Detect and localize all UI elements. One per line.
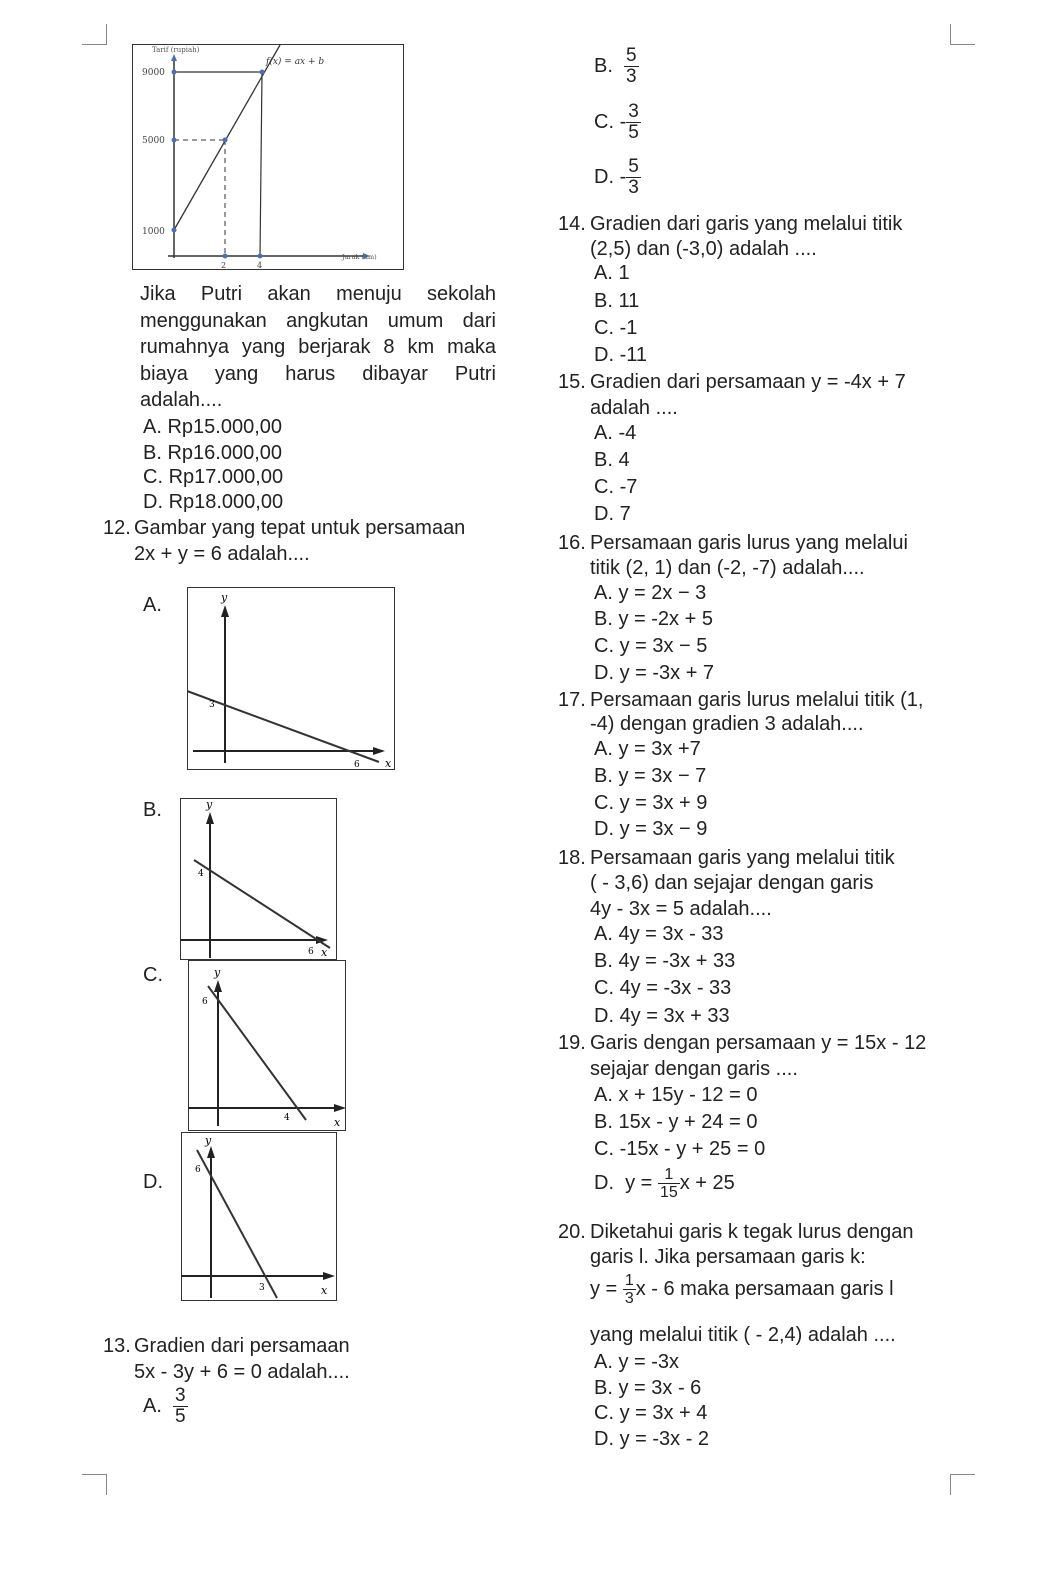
q12-option-b-letter: B. xyxy=(143,799,162,821)
q20-option-d[interactable] xyxy=(594,1426,709,1452)
denominator: 3 xyxy=(624,1290,634,1307)
option-letter: B. xyxy=(594,1111,613,1133)
option-letter: A. xyxy=(594,422,613,444)
q12-graph-d[interactable] xyxy=(181,1132,337,1301)
q12-a-y-label: y xyxy=(221,591,228,604)
q15-line-1: Gradien dari persamaan y = -4x + 7 xyxy=(590,371,906,393)
q17-option-d[interactable] xyxy=(594,816,707,842)
q18-option-b[interactable] xyxy=(594,948,735,974)
q12-d-x-intercept: 3 xyxy=(259,1283,265,1293)
option-letter: B. xyxy=(594,608,613,630)
q14-option-b[interactable] xyxy=(594,288,639,314)
q20-option-a[interactable] xyxy=(594,1349,679,1375)
q14-line-1: Gradien dari garis yang melalui titik xyxy=(590,213,903,235)
option-text: -7 xyxy=(619,476,638,498)
q11-text-line-2: menggunakan angkutan umum dari xyxy=(140,310,496,332)
q11-option-b[interactable] xyxy=(143,440,282,466)
option-letter: B. xyxy=(594,765,613,787)
option-text: Rp17.000,00 xyxy=(168,466,284,488)
q12-a-x-intercept: 6 xyxy=(354,760,360,770)
option-letter: B. xyxy=(594,449,613,471)
q20-line-4: yang melalui titik ( - 2,4) adalah .... xyxy=(590,1324,896,1346)
q16-option-b[interactable] xyxy=(594,606,713,632)
q18-number: 18. xyxy=(558,847,586,869)
numerator: 5 xyxy=(628,156,639,177)
option-letter: B. xyxy=(594,1377,613,1399)
q11-option-d[interactable] xyxy=(143,489,283,515)
q11-text-line-5: adalah.... xyxy=(140,389,223,411)
denominator: 5 xyxy=(175,1406,186,1427)
q12-d-y-label: y xyxy=(205,1134,212,1147)
option-letter: C. xyxy=(594,977,614,999)
equation-suffix: x - 6 maka persamaan garis l xyxy=(635,1277,894,1300)
option-letter: D. xyxy=(594,1005,614,1027)
q15-option-b[interactable] xyxy=(594,447,630,473)
option-text: y = 3x − 7 xyxy=(618,765,707,787)
option-letter: D. xyxy=(594,662,614,684)
q17-option-a[interactable] xyxy=(594,736,701,762)
fraction xyxy=(624,46,639,87)
option-text: Rp16.000,00 xyxy=(167,442,283,464)
q11-text-line-4: biaya yang harus dibayar Putri xyxy=(140,363,496,385)
option-letter: C. xyxy=(594,317,614,339)
sign: - xyxy=(619,165,627,188)
numerator: 1 xyxy=(624,1272,634,1289)
equation-suffix: x + 25 xyxy=(679,1171,735,1194)
sign: - xyxy=(619,110,627,133)
option-letter: A. xyxy=(594,1351,613,1373)
option-text: y = 3x − 5 xyxy=(619,635,708,657)
option-letter: D. xyxy=(594,1428,614,1450)
q19-number: 19. xyxy=(558,1032,586,1054)
option-letter: A. xyxy=(594,582,613,604)
q17-number: 17. xyxy=(558,689,586,711)
option-letter: A. xyxy=(143,416,162,438)
q11-y-axis-label: Tarif (rupiah) xyxy=(152,46,200,54)
option-letter: B. xyxy=(594,290,613,312)
q18-option-c[interactable] xyxy=(594,975,731,1001)
fraction xyxy=(623,1272,636,1307)
denominator: 3 xyxy=(626,66,637,87)
option-text: Rp18.000,00 xyxy=(168,491,284,513)
option-letter: B. xyxy=(143,442,162,464)
fraction xyxy=(626,157,641,198)
option-letter: C. xyxy=(143,466,163,488)
q11-function-label: f(x) = ax + b xyxy=(266,57,325,67)
q16-line-1: Persamaan garis lurus yang melalui xyxy=(590,532,908,554)
denominator: 5 xyxy=(628,122,639,143)
equation-prefix: y = xyxy=(590,1277,618,1300)
q18-line-2: ( - 3,6) dan sejajar dengan garis xyxy=(590,872,874,894)
fraction xyxy=(658,1166,680,1201)
fraction xyxy=(626,102,641,143)
option-text: 4y = 3x + 33 xyxy=(619,1005,730,1027)
q18-line-1: Persamaan garis yang melalui titik xyxy=(590,847,895,869)
q15-option-c[interactable] xyxy=(594,474,637,500)
q12-b-x-label: x xyxy=(321,946,328,959)
q14-option-a[interactable] xyxy=(594,260,630,286)
q11-tick-1000: 1000 xyxy=(142,227,165,237)
option-letter: A. xyxy=(143,1394,162,1417)
q12-d-x-label: x xyxy=(321,1284,328,1297)
crop-mark-top-right xyxy=(950,24,975,45)
q14-option-d[interactable] xyxy=(594,342,647,368)
q11-option-a[interactable] xyxy=(143,414,282,440)
q17-option-c[interactable] xyxy=(594,790,707,816)
option-letter: A. xyxy=(594,923,613,945)
q13-option-c[interactable] xyxy=(594,102,641,143)
numerator: 3 xyxy=(175,1385,186,1406)
q18-option-d[interactable] xyxy=(594,1003,730,1029)
q12-graph-c[interactable] xyxy=(188,960,346,1131)
q17-line-1: Persamaan garis lurus melalui titik (1, xyxy=(590,689,924,711)
option-text: 4y = -3x + 33 xyxy=(618,950,736,972)
option-letter: D. xyxy=(594,344,614,366)
option-letter: D. xyxy=(594,1171,614,1194)
option-text: -1 xyxy=(619,317,638,339)
q16-option-d[interactable] xyxy=(594,660,714,686)
q12-c-x-label: x xyxy=(334,1116,341,1129)
q12-c-y-label: y xyxy=(214,966,221,979)
option-text: y = -2x + 5 xyxy=(618,608,713,630)
q12-c-y-intercept: 6 xyxy=(202,997,208,1007)
option-letter: C. xyxy=(594,476,614,498)
q20-number: 20. xyxy=(558,1221,586,1243)
option-text: y = -3x + 7 xyxy=(619,662,715,684)
option-text: y = 3x +7 xyxy=(618,738,701,760)
option-letter: D. xyxy=(594,503,614,525)
q15-line-2: adalah .... xyxy=(590,397,678,419)
q19-option-a[interactable] xyxy=(594,1082,757,1108)
q13-line-2: 5x - 3y + 6 = 0 adalah.... xyxy=(134,1361,350,1383)
crop-mark-bottom-left xyxy=(82,1474,107,1495)
q11-option-c[interactable] xyxy=(143,464,283,490)
q11-tick-5000: 5000 xyxy=(142,136,165,146)
option-letter: C. xyxy=(594,1402,614,1424)
q13-option-b[interactable] xyxy=(594,46,639,87)
q16-option-a[interactable] xyxy=(594,580,706,606)
q12-b-y-label: y xyxy=(206,798,213,811)
option-text: -11 xyxy=(619,344,647,366)
q12-d-y-intercept: 6 xyxy=(195,1165,201,1175)
option-letter: C. xyxy=(594,1138,614,1160)
q12-option-c-letter: C. xyxy=(143,964,163,986)
q14-number: 14. xyxy=(558,213,586,235)
option-text: y = -3x - 2 xyxy=(619,1428,710,1450)
q16-number: 16. xyxy=(558,532,586,554)
q19-option-c[interactable] xyxy=(594,1136,765,1162)
q13-option-a[interactable] xyxy=(143,1386,188,1427)
q12-option-a-letter: A. xyxy=(143,594,162,616)
fraction xyxy=(173,1386,188,1427)
equation-prefix: y = xyxy=(625,1171,653,1194)
q11-tariff-graph xyxy=(132,44,404,270)
q17-line-2: -4) dengan gradien 3 adalah.... xyxy=(590,713,864,735)
option-letter: C. xyxy=(594,110,614,133)
crop-mark-bottom-right xyxy=(950,1474,975,1495)
q14-option-c[interactable] xyxy=(594,315,637,341)
option-text: y = -3x xyxy=(618,1351,680,1373)
option-text: -15x - y + 25 = 0 xyxy=(619,1138,766,1160)
q19-option-b[interactable] xyxy=(594,1109,757,1135)
q18-line-3: 4y - 3x = 5 adalah.... xyxy=(590,898,772,920)
crop-mark-top-left xyxy=(82,24,107,45)
q11-tick-9000: 9000 xyxy=(142,68,165,78)
numerator: 1 xyxy=(664,1166,674,1183)
option-text: 11 xyxy=(618,290,640,312)
q12-b-x-intercept: 6 xyxy=(308,947,314,957)
q16-option-c[interactable] xyxy=(594,633,707,659)
option-text: 7 xyxy=(619,503,631,525)
option-text: y = 3x + 4 xyxy=(619,1402,708,1424)
q16-line-2: titik (2, 1) dan (-2, -7) adalah.... xyxy=(590,557,865,579)
option-letter: A. xyxy=(594,1084,613,1106)
option-letter: A. xyxy=(594,262,613,284)
q11-tick-2: 2 xyxy=(221,261,227,270)
q13-number: 13. xyxy=(103,1335,131,1357)
q12-a-x-label: x xyxy=(385,757,392,770)
option-text: x + 15y - 12 = 0 xyxy=(618,1084,758,1106)
option-letter: D. xyxy=(594,165,614,188)
q12-c-x-intercept: 4 xyxy=(284,1113,290,1123)
option-letter: D. xyxy=(143,491,163,513)
option-letter: A. xyxy=(594,738,613,760)
q12-b-y-intercept: 4 xyxy=(198,869,204,879)
q20-option-b[interactable] xyxy=(594,1375,701,1401)
q14-line-2: (2,5) dan (-3,0) adalah .... xyxy=(590,238,817,260)
q15-option-a[interactable] xyxy=(594,420,636,446)
option-text: 15x - y + 24 = 0 xyxy=(618,1111,758,1133)
q13-line-1: Gradien dari persamaan xyxy=(134,1335,350,1357)
option-letter: C. xyxy=(594,635,614,657)
q12-option-d-letter: D. xyxy=(143,1171,163,1193)
denominator: 3 xyxy=(628,177,639,198)
q11-x-axis-label: Jarak (km) xyxy=(342,253,377,261)
q20-option-c[interactable] xyxy=(594,1400,707,1426)
q12-graph-b[interactable] xyxy=(180,798,337,960)
option-text: 4 xyxy=(618,449,630,471)
denominator: 15 xyxy=(659,1184,678,1201)
q12-graph-a[interactable] xyxy=(187,587,395,770)
q13-option-d[interactable] xyxy=(594,157,641,198)
option-text: 4y = -3x - 33 xyxy=(619,977,732,999)
q19-line-1: Garis dengan persamaan y = 15x - 12 xyxy=(590,1032,927,1054)
option-text: 4y = 3x - 33 xyxy=(618,923,724,945)
q15-option-d[interactable] xyxy=(594,501,631,527)
q18-option-a[interactable] xyxy=(594,921,724,947)
option-text: 1 xyxy=(618,262,630,284)
option-text: y = 3x + 9 xyxy=(619,792,708,814)
option-letter: D. xyxy=(594,818,614,840)
option-text: Rp15.000,00 xyxy=(167,416,283,438)
option-text: y = 2x − 3 xyxy=(618,582,707,604)
q17-option-b[interactable] xyxy=(594,763,706,789)
q20-line-2: garis l. Jika persamaan garis k: xyxy=(590,1246,866,1268)
q12-number: 12. xyxy=(103,517,131,539)
option-text: y = 3x - 6 xyxy=(618,1377,702,1399)
option-letter: B. xyxy=(594,950,613,972)
q11-text-line-3: rumahnya yang berjarak 8 km maka xyxy=(140,336,496,358)
q19-option-d[interactable] xyxy=(594,1166,735,1201)
numerator: 5 xyxy=(626,45,637,66)
option-text: y = 3x − 9 xyxy=(619,818,708,840)
q11-tick-4: 4 xyxy=(257,261,263,270)
q20-equation-line xyxy=(590,1272,894,1307)
numerator: 3 xyxy=(628,101,639,122)
q12-line-2: 2x + y = 6 adalah.... xyxy=(134,543,310,565)
q19-line-2: sejajar dengan garis .... xyxy=(590,1058,798,1080)
q15-number: 15. xyxy=(558,371,586,393)
q12-line-1: Gambar yang tepat untuk persamaan xyxy=(134,517,466,539)
q12-a-y-intercept: 3 xyxy=(209,700,215,710)
option-text: -4 xyxy=(618,422,637,444)
option-letter: B. xyxy=(594,54,613,77)
q11-text-line-1: Jika Putri akan menuju sekolah xyxy=(140,283,496,305)
q20-line-1: Diketahui garis k tegak lurus dengan xyxy=(590,1221,914,1243)
option-letter: C. xyxy=(594,792,614,814)
